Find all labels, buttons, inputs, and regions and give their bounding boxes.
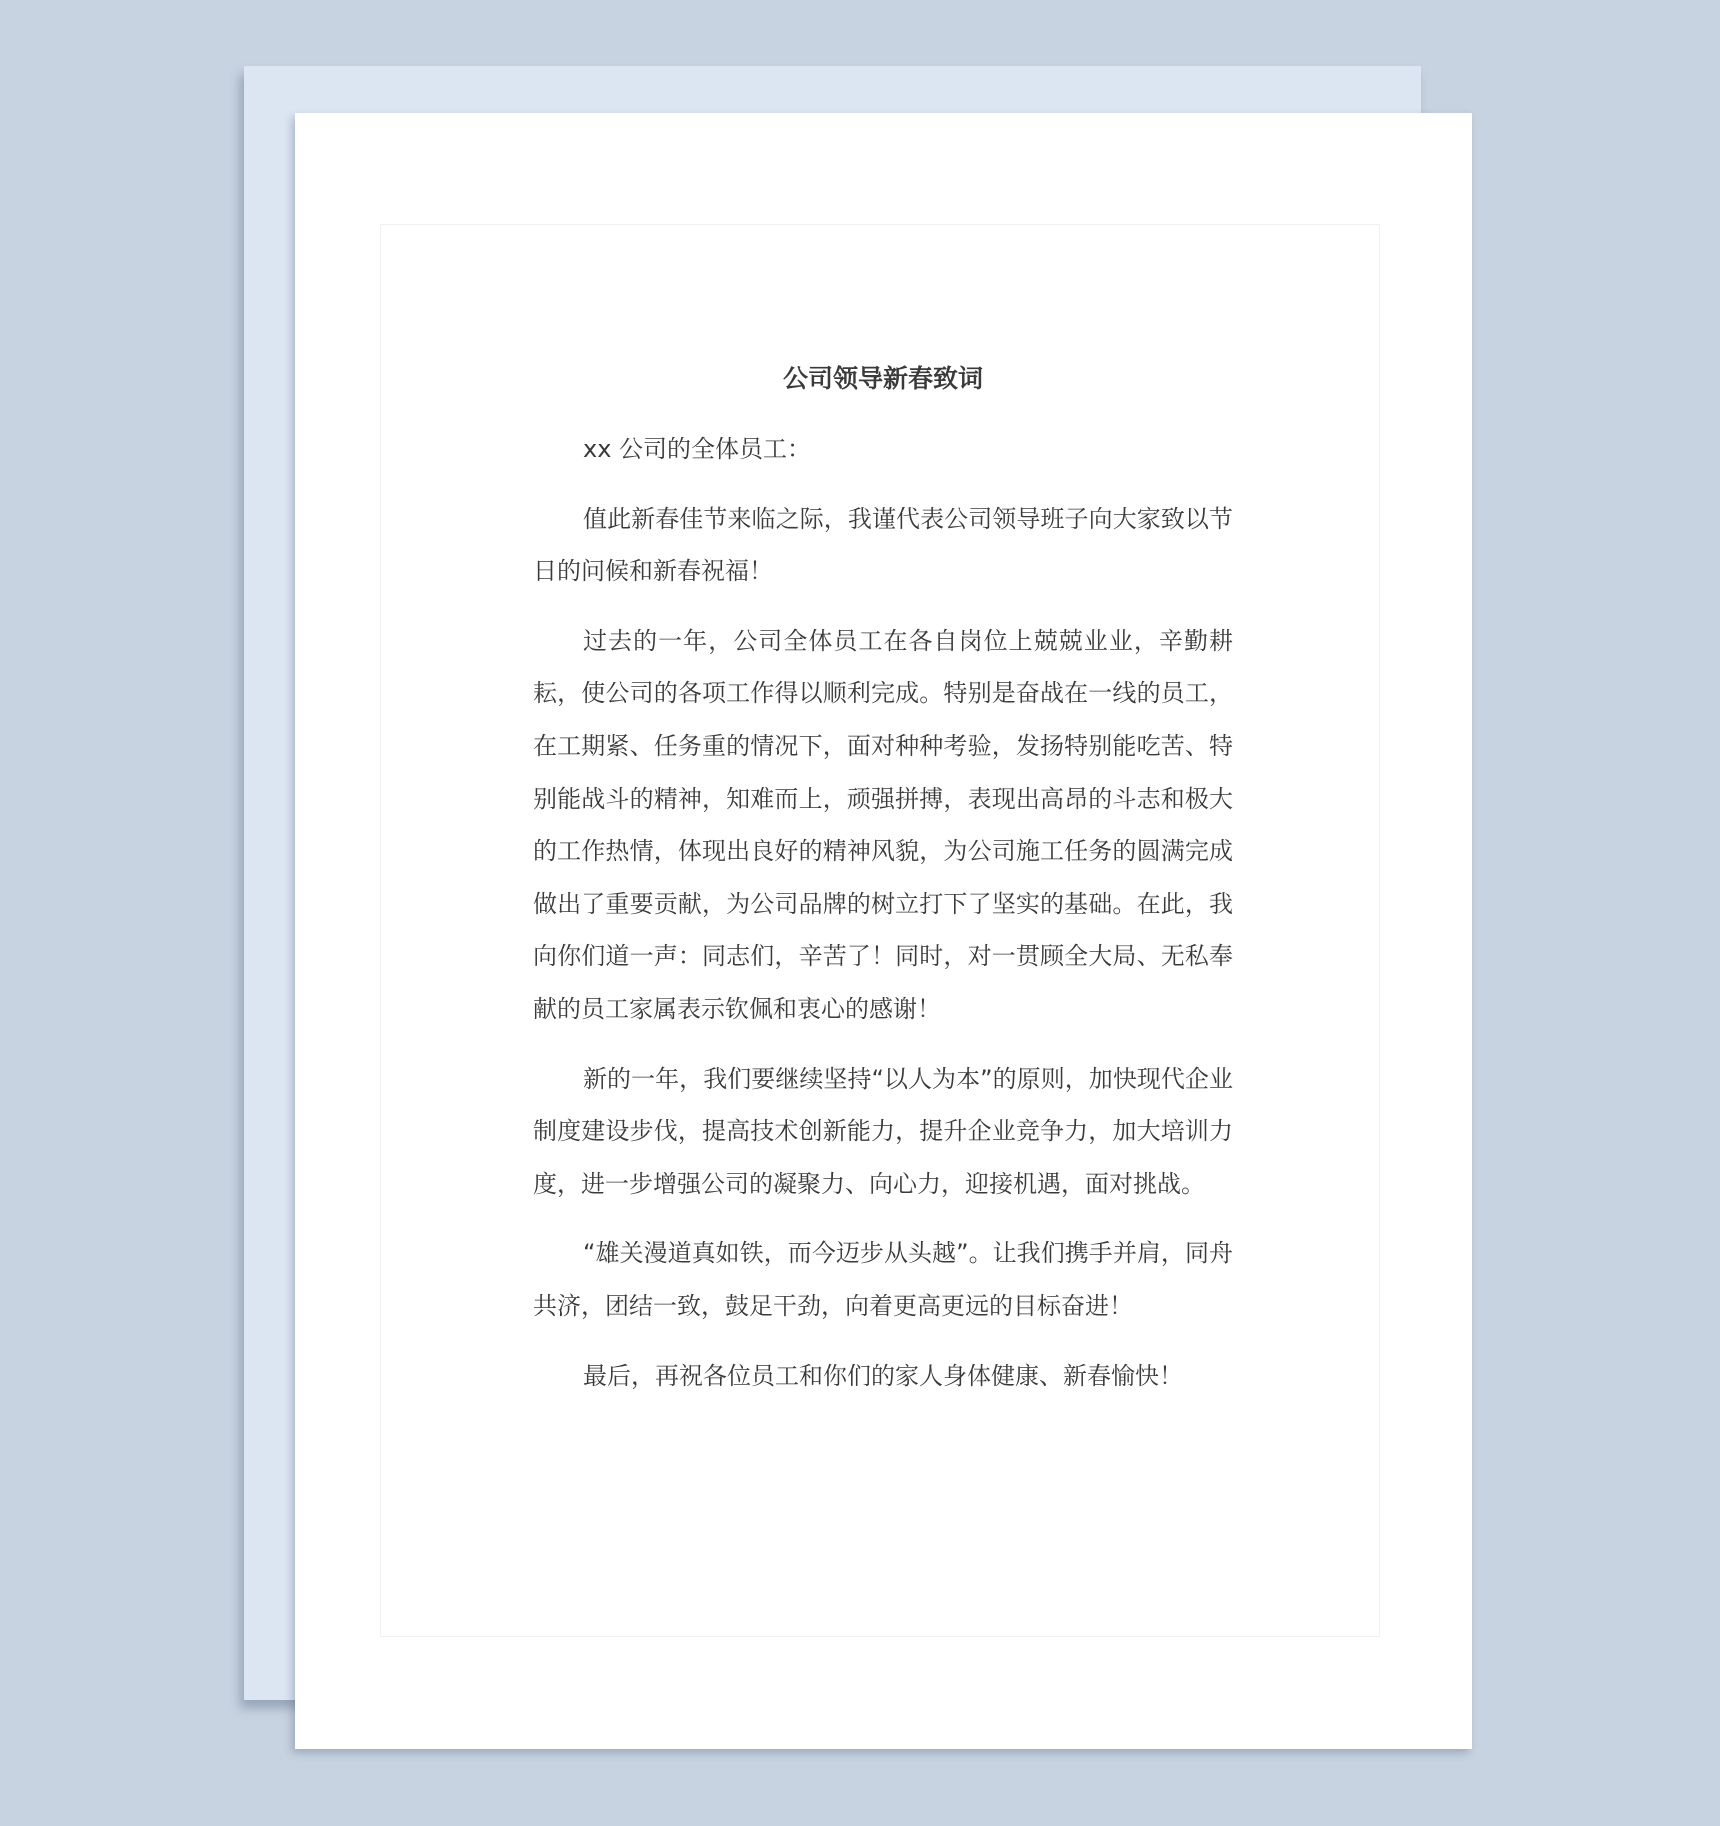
paragraph: “雄关漫道真如铁，而今迈步从头越”。让我们携手并肩，同舟共济，团结一致，鼓足干劲，向着更高更远的目标奋进！ (533, 1239, 1233, 1320)
paragraph: 过去的一年，公司全体员工在各自岗位上兢兢业业，辛勤耕耘，使公司的各项工作得以顺利完成。特别是奋战在一线的员工，在工期紧、任务重的情况下，面对种种考验，发扬特别能吃苦、特别能战斗的精神，知难而上，顽强拼搏，表现出高昂的斗志和极大的工作热情，体现出良好的精神风貌，为公司施工任务的圆满完成做出了重要贡献，为公司品牌的树立打下了坚实的基础。在此，我向你们道一声：同志们，辛苦了！同时，对一贯顾全大局、无私奉献的员工家属表示钦佩和衷心的感谢！ (533, 626, 1233, 1023)
paragraph: 值此新春佳节来临之际，我谨代表公司领导班子向大家致以节日的问候和新春祝福！ (533, 504, 1233, 586)
document-page (295, 113, 1472, 1749)
document-body (533, 353, 1233, 1419)
salutation: xx 公司的全体员工： (583, 435, 812, 463)
paragraph: 新的一年，我们要继续坚持“以人为本”的原则，加快现代企业制度建设步伐，提高技术创新能力，提升企业竞争力，加大培训力度，进一步增强公司的凝聚力、向心力，迎接机遇，面对挑战。 (533, 1064, 1233, 1198)
closing-paragraph: 最后，再祝各位员工和你们的家人身体健康、新春愉快！ (583, 1361, 1183, 1390)
document-title: 公司领导新春致词 (782, 364, 983, 393)
